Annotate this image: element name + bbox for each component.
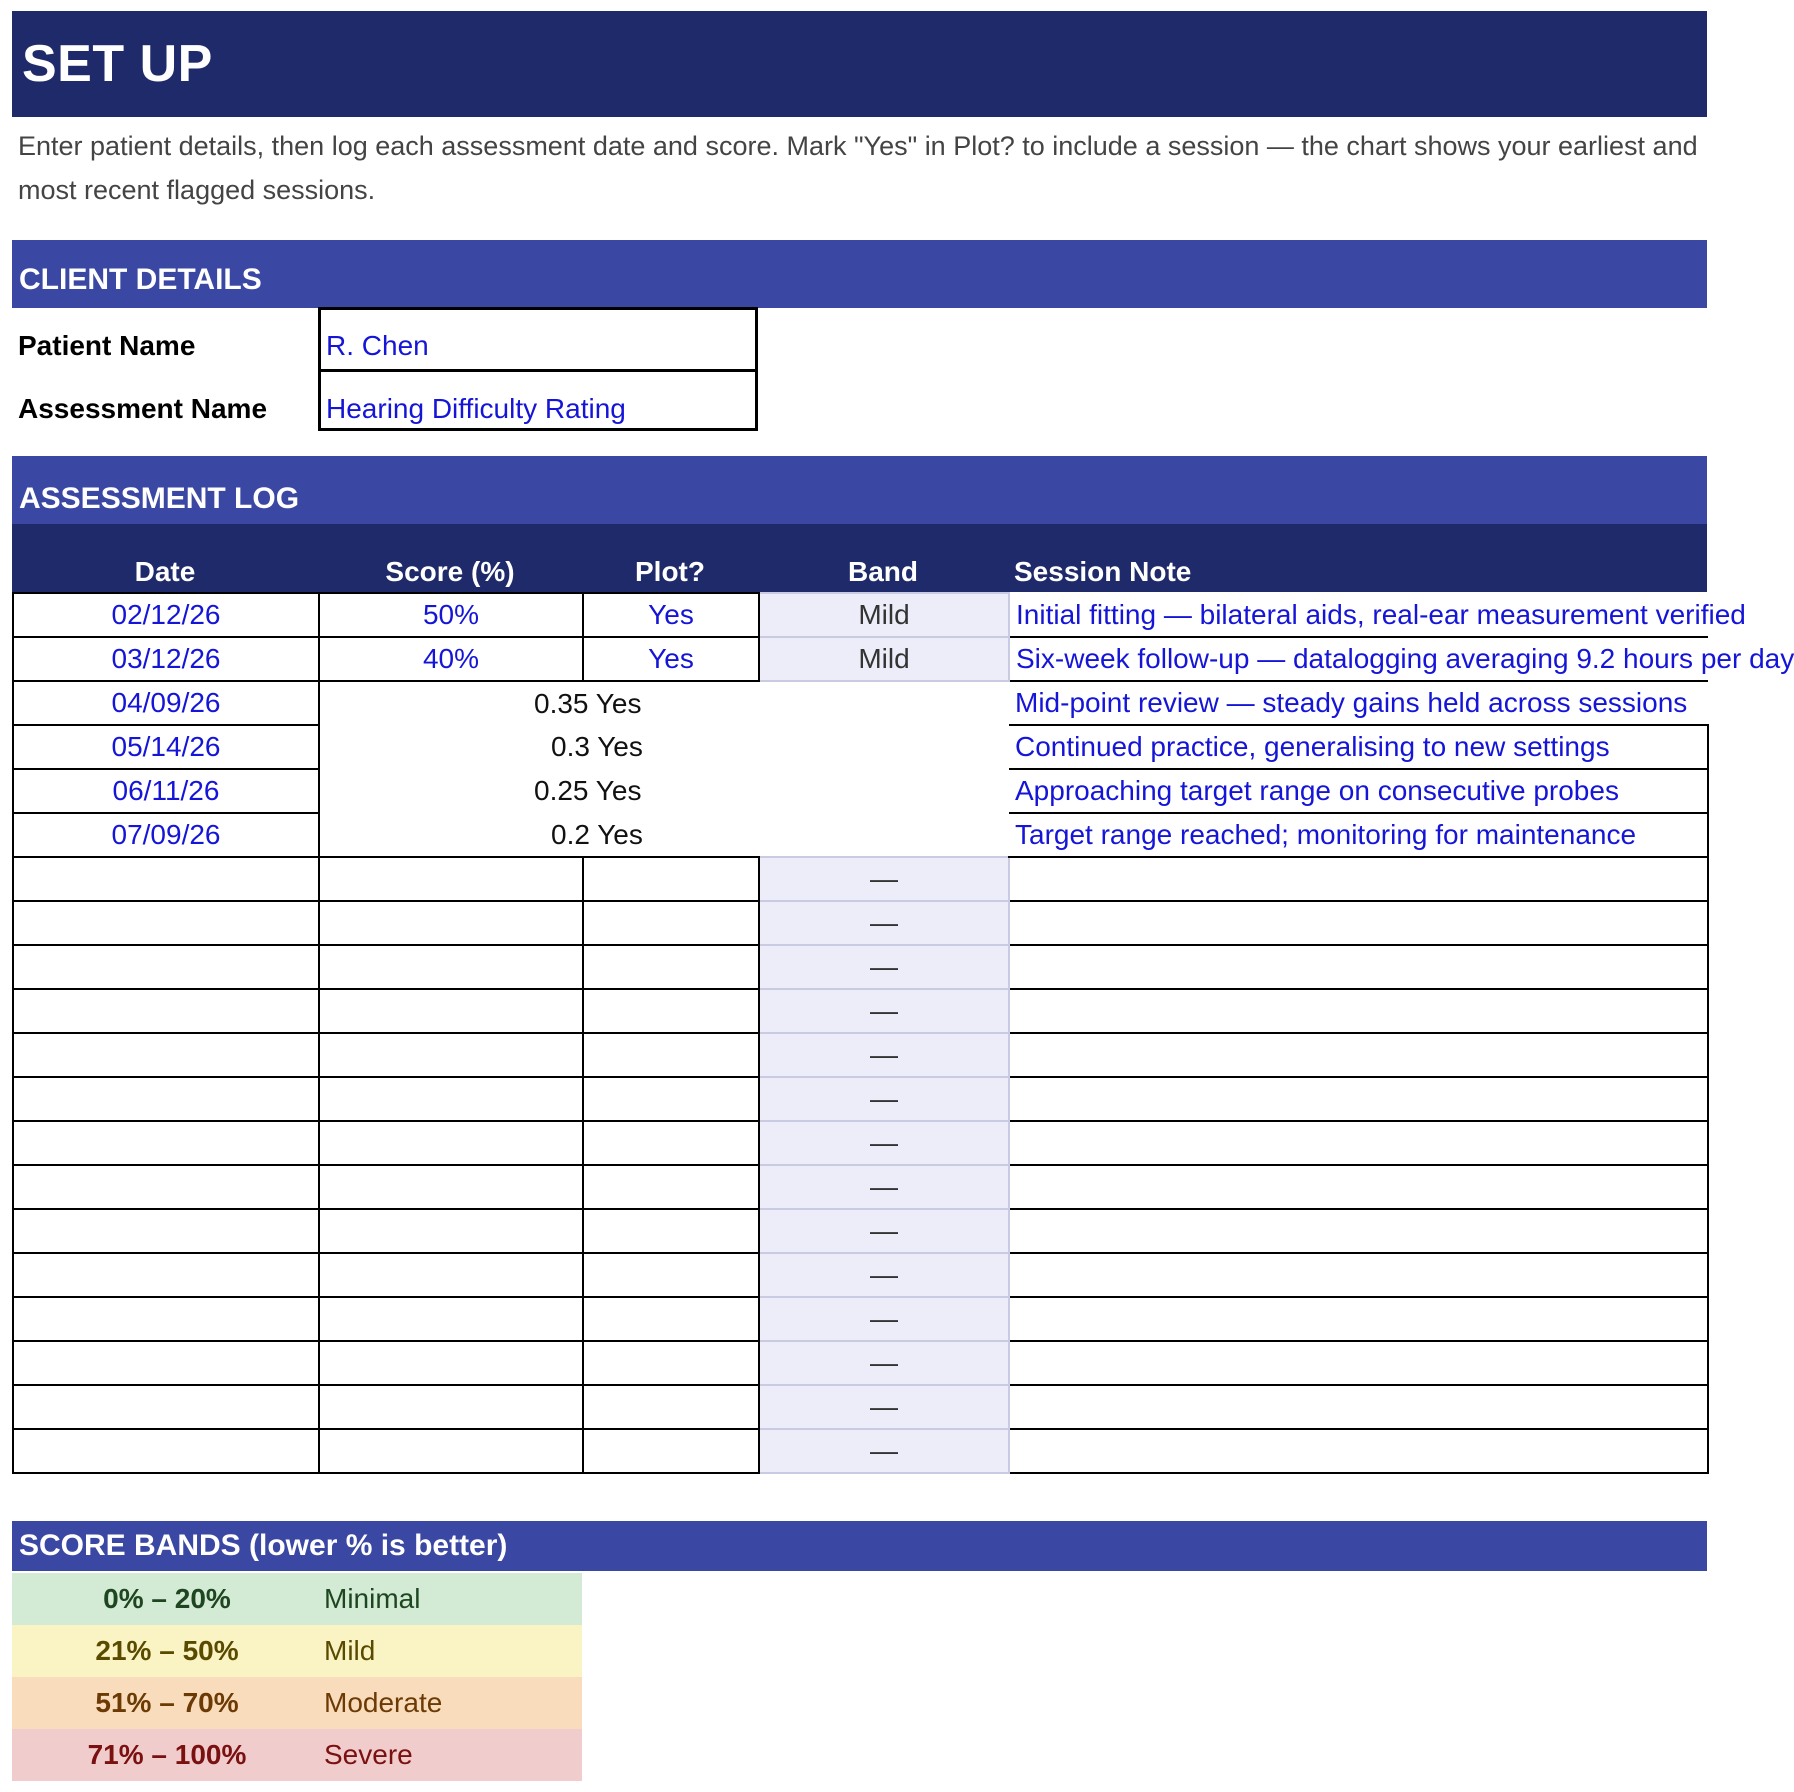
score-cell[interactable] — [319, 1341, 583, 1385]
score-cell[interactable]: 50% — [319, 593, 583, 637]
raw-value-cell[interactable]: 0.35 Yes — [534, 687, 642, 719]
plot-cell[interactable] — [583, 1341, 759, 1385]
date-cell[interactable] — [13, 857, 319, 901]
assessment-log-table — [12, 592, 1794, 1474]
client-details-header: CLIENT DETAILS — [12, 240, 1707, 308]
band-cell: — — [759, 901, 1009, 945]
date-cell[interactable]: 05/14/26 — [13, 725, 319, 769]
note-cell[interactable] — [1009, 1077, 1708, 1121]
table-row — [13, 681, 1708, 725]
col-date: Date — [134, 556, 196, 587]
note-cell[interactable]: Target range reached; monitoring for maintenance — [1009, 813, 1708, 857]
assessment-name-input[interactable]: Hearing Difficulty Rating — [326, 393, 626, 424]
band-name: Severe — [324, 1739, 413, 1770]
band-name: Mild — [324, 1635, 376, 1666]
plot-cell[interactable] — [583, 1209, 759, 1253]
band-cell: — — [759, 1297, 1009, 1341]
note-cell[interactable]: Approaching target range on consecutive probes — [1009, 769, 1708, 813]
col-band: Band — [848, 556, 918, 587]
band-cell: — — [759, 1209, 1009, 1253]
table-row — [13, 637, 1708, 681]
date-cell[interactable] — [13, 1165, 319, 1209]
table-row — [13, 901, 1708, 945]
table-row — [13, 1385, 1708, 1429]
note-cell[interactable] — [1009, 1165, 1708, 1209]
plot-cell[interactable] — [583, 1033, 759, 1077]
table-row — [13, 813, 1708, 857]
date-cell[interactable] — [13, 1429, 319, 1473]
table-row — [13, 989, 1708, 1033]
assessment-name-label: Assessment Name — [18, 393, 268, 424]
note-cell[interactable] — [1009, 1121, 1708, 1165]
score-cell[interactable] — [319, 1253, 583, 1297]
note-cell[interactable]: Continued practice, generalising to new settings — [1009, 725, 1708, 769]
date-cell[interactable] — [13, 1121, 319, 1165]
band-cell: Mild — [759, 637, 1009, 681]
plot-cell[interactable] — [583, 901, 759, 945]
table-row — [13, 1077, 1708, 1121]
plot-cell[interactable]: Yes — [583, 637, 759, 681]
table-row — [13, 593, 1708, 637]
plot-cell[interactable] — [583, 1165, 759, 1209]
table-row — [13, 1341, 1708, 1385]
note-cell[interactable] — [1009, 1209, 1708, 1253]
score-cell[interactable] — [319, 1385, 583, 1429]
plot-cell[interactable] — [583, 857, 759, 901]
band-cell: — — [759, 945, 1009, 989]
note-cell[interactable] — [1009, 1253, 1708, 1297]
plot-cell[interactable] — [583, 1429, 759, 1473]
band-cell: Mild — [759, 593, 1009, 637]
band-cell: — — [759, 1165, 1009, 1209]
plot-cell[interactable] — [583, 1385, 759, 1429]
score-cell[interactable] — [319, 901, 583, 945]
plot-cell[interactable]: Yes — [583, 593, 759, 637]
score-cell[interactable] — [319, 1165, 583, 1209]
note-cell[interactable]: Initial fitting — bilateral aids, real-ear measurement verified — [1009, 593, 1708, 637]
date-cell[interactable] — [13, 1033, 319, 1077]
table-row — [13, 1429, 1708, 1473]
date-cell[interactable]: 03/12/26 — [13, 637, 319, 681]
col-plot: Plot? — [635, 556, 705, 587]
band-range: 51% – 70% — [95, 1687, 239, 1718]
note-cell[interactable] — [1009, 1429, 1708, 1473]
date-cell[interactable]: 06/11/26 — [13, 769, 319, 813]
band-range: 71% – 100% — [87, 1739, 247, 1770]
score-cell[interactable] — [319, 1033, 583, 1077]
band-name: Moderate — [324, 1687, 443, 1718]
note-cell[interactable] — [1009, 989, 1708, 1033]
band-cell: — — [759, 1077, 1009, 1121]
score-cell[interactable] — [319, 857, 583, 901]
band-cell: — — [759, 989, 1009, 1033]
score-cell[interactable]: 40% — [319, 637, 583, 681]
log-column-headers — [12, 524, 1707, 592]
score-cell[interactable] — [319, 945, 583, 989]
plot-cell[interactable] — [583, 1297, 759, 1341]
date-cell[interactable] — [13, 989, 319, 1033]
date-cell[interactable] — [13, 901, 319, 945]
page-title: SET UP — [12, 11, 1707, 117]
band-severe — [12, 1729, 582, 1781]
date-cell[interactable]: 04/09/26 — [13, 681, 319, 725]
note-cell[interactable] — [1009, 1385, 1708, 1429]
patient-name-label: Patient Name — [18, 330, 196, 361]
band-cell: — — [759, 1121, 1009, 1165]
plot-cell[interactable] — [583, 945, 759, 989]
plot-cell[interactable] — [583, 1077, 759, 1121]
table-row — [13, 1165, 1708, 1209]
band-minimal — [12, 1573, 582, 1625]
band-cell: — — [759, 1253, 1009, 1297]
score-cell[interactable] — [319, 1209, 583, 1253]
date-cell[interactable] — [13, 1209, 319, 1253]
raw-value-cell[interactable]: 0.3 Yes — [551, 731, 643, 762]
note-cell[interactable] — [1009, 857, 1708, 901]
score-cell[interactable] — [319, 1429, 583, 1473]
table-row — [13, 1253, 1708, 1297]
col-note: Session Note — [1014, 556, 1192, 587]
band-cell: — — [759, 857, 1009, 901]
table-row — [13, 857, 1708, 901]
note-cell[interactable] — [1009, 1341, 1708, 1385]
date-cell[interactable] — [13, 1253, 319, 1297]
band-cell: — — [759, 1341, 1009, 1385]
note-cell[interactable] — [1009, 901, 1708, 945]
note-cell[interactable]: Mid-point review — steady gains held across sessions — [1009, 681, 1708, 725]
date-cell[interactable] — [13, 1297, 319, 1341]
score-cell[interactable] — [319, 1297, 583, 1341]
note-cell[interactable]: Six-week follow-up — datalogging averaging 9.2 hours per day — [1009, 637, 1708, 681]
table-row — [13, 945, 1708, 989]
plot-cell[interactable] — [583, 989, 759, 1033]
raw-value-cell[interactable]: 0.25 Yes — [534, 775, 642, 806]
patient-name-input[interactable]: R. Chen — [326, 330, 429, 361]
table-row — [13, 1121, 1708, 1165]
date-cell[interactable] — [13, 1341, 319, 1385]
intro-text: Enter patient details, then log each assessment date and score. Mark "Yes" in Plot? to include a session — the chart shows your earliest and most recent flagged sessions. — [18, 131, 1698, 205]
plot-cell[interactable] — [583, 1253, 759, 1297]
col-score: Score (%) — [385, 556, 515, 587]
band-name: Minimal — [324, 1583, 421, 1614]
score-bands-header: SCORE BANDS (lower % is better) — [12, 1521, 1707, 1571]
band-cell: — — [759, 1385, 1009, 1429]
note-cell[interactable] — [1009, 1297, 1708, 1341]
band-mild — [12, 1625, 582, 1677]
score-cell[interactable] — [319, 989, 583, 1033]
band-range: 0% – 20% — [103, 1583, 231, 1614]
plot-cell[interactable] — [583, 1121, 759, 1165]
score-cell[interactable] — [319, 1121, 583, 1165]
table-row — [13, 769, 1708, 813]
date-cell[interactable] — [13, 945, 319, 989]
date-cell[interactable]: 07/09/26 — [13, 813, 319, 857]
table-row — [13, 1033, 1708, 1077]
table-row — [13, 1297, 1708, 1341]
assessment-log-header: ASSESSMENT LOG — [12, 456, 1707, 524]
band-moderate — [12, 1677, 582, 1729]
band-range: 21% – 50% — [95, 1635, 239, 1666]
table-row — [13, 725, 1708, 769]
band-cell: — — [759, 1033, 1009, 1077]
note-cell[interactable] — [1009, 945, 1708, 989]
date-cell[interactable] — [13, 1077, 319, 1121]
table-row — [13, 1209, 1708, 1253]
date-cell[interactable]: 02/12/26 — [13, 593, 319, 637]
raw-value-cell[interactable]: 0.2 Yes — [551, 818, 643, 850]
band-cell: — — [759, 1429, 1009, 1473]
note-cell[interactable] — [1009, 1033, 1708, 1077]
date-cell[interactable] — [13, 1385, 319, 1429]
score-cell[interactable] — [319, 1077, 583, 1121]
